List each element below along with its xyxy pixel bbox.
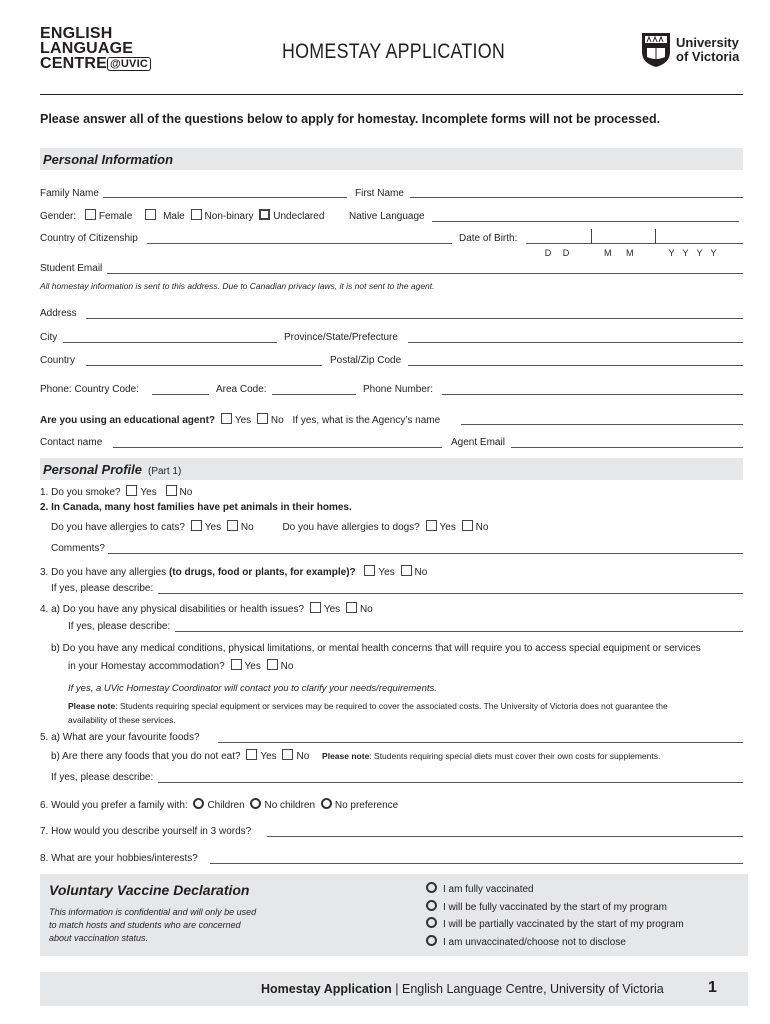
no-children-radio[interactable] bbox=[250, 798, 261, 809]
male-checkbox[interactable] bbox=[145, 209, 156, 220]
dob-field[interactable] bbox=[526, 243, 743, 244]
q5-describe-label: If yes, please describe: bbox=[51, 772, 154, 783]
q6-row bbox=[40, 798, 398, 812]
vaccine-radio-1[interactable] bbox=[426, 882, 437, 893]
email-note: All homestay information is sent to this address. Due to Canadian privacy laws, it is not sent to the agent. bbox=[40, 281, 435, 291]
no-preference-label: No preference bbox=[334, 800, 399, 811]
disability-no-label: No bbox=[359, 604, 373, 615]
native-language-field[interactable] bbox=[432, 221, 739, 222]
q4a-describe-field[interactable] bbox=[175, 631, 743, 632]
uvic-wordmark bbox=[676, 36, 739, 64]
agent-email-field[interactable] bbox=[511, 447, 743, 448]
area-code-label: Area Code: bbox=[216, 384, 267, 395]
citizenship-label: Country of Citizenship bbox=[40, 233, 138, 244]
foods-no-checkbox[interactable] bbox=[282, 749, 293, 760]
allergies-no-checkbox[interactable] bbox=[401, 565, 412, 576]
city-field[interactable] bbox=[63, 342, 277, 343]
postal-label: Postal/Zip Code bbox=[330, 355, 402, 366]
dob-divider-1 bbox=[591, 229, 592, 244]
city-label: City bbox=[40, 332, 58, 343]
q4-note-bold: Please note bbox=[68, 701, 116, 711]
vaccine-options bbox=[423, 881, 684, 951]
undeclared-label: Undeclared bbox=[273, 211, 325, 222]
area-code-field[interactable] bbox=[272, 394, 356, 395]
gender-label: Gender: bbox=[40, 211, 77, 222]
dob-y1: Y bbox=[668, 248, 675, 258]
agent-no-checkbox[interactable] bbox=[257, 413, 268, 424]
male-label: Male bbox=[163, 211, 185, 222]
logo-line-2: LANGUAGE bbox=[40, 40, 134, 57]
q8-field[interactable] bbox=[210, 863, 743, 864]
family-name-label: Family Name bbox=[40, 188, 99, 199]
vaccine-option-label-1: I am fully vaccinated bbox=[443, 884, 534, 895]
logo-line-1: ENGLISH bbox=[40, 25, 113, 42]
q5-note-bold: Please note bbox=[322, 751, 370, 761]
allergies-yes-label: Yes bbox=[378, 567, 395, 578]
smoke-no-label: No bbox=[179, 487, 193, 498]
q4-note-line-1 bbox=[68, 700, 668, 712]
disability-no-checkbox[interactable] bbox=[346, 602, 357, 613]
disability-yes-label: Yes bbox=[323, 604, 341, 615]
logo-uvic-tag: @UVIC bbox=[107, 57, 151, 71]
phone-number-field[interactable] bbox=[442, 394, 743, 395]
citizenship-field[interactable] bbox=[147, 243, 452, 244]
header-rule bbox=[40, 94, 743, 95]
first-name-label: First Name bbox=[355, 188, 404, 199]
dogs-yes-label: Yes bbox=[439, 522, 456, 533]
allergies-yes-checkbox[interactable] bbox=[364, 565, 375, 576]
children-label: Children bbox=[207, 800, 245, 811]
cats-no-checkbox[interactable] bbox=[227, 520, 238, 531]
vaccine-note-1: This information is confidential and will only be used bbox=[49, 907, 257, 917]
agent-question: Are you using an educational agent? bbox=[40, 415, 216, 426]
no-preference-radio[interactable] bbox=[321, 798, 332, 809]
q4a-label: 4. a) Do you have any physical disabilities or health issues? bbox=[40, 604, 305, 615]
q5-describe-field[interactable] bbox=[158, 782, 743, 783]
dob-format bbox=[541, 247, 721, 260]
personal-info-header bbox=[40, 148, 743, 170]
q4a-describe-label: If yes, please describe: bbox=[68, 621, 171, 632]
medical-no-label: No bbox=[280, 661, 294, 672]
allergies-no-label: No bbox=[414, 567, 428, 578]
student-email-label: Student Email bbox=[40, 263, 103, 274]
female-label: Female bbox=[98, 211, 133, 222]
no-children-label: No children bbox=[264, 800, 316, 811]
cats-yes-label: Yes bbox=[204, 522, 222, 533]
dogs-no-checkbox[interactable] bbox=[462, 520, 473, 531]
foods-yes-label: Yes bbox=[260, 751, 277, 762]
province-label: Province/State/Prefecture bbox=[284, 332, 398, 343]
address-label: Address bbox=[40, 308, 77, 319]
agent-yes-label: Yes bbox=[234, 415, 252, 426]
agent-no-label: No bbox=[270, 415, 284, 426]
q4b-label-2: in your Homestay accommodation? bbox=[68, 661, 225, 672]
q3-describe-label: If yes, please describe: bbox=[51, 583, 154, 594]
cats-no-label: No bbox=[240, 522, 254, 533]
gender-row bbox=[40, 209, 324, 223]
student-email-field[interactable] bbox=[107, 273, 743, 274]
vaccine-option[interactable] bbox=[423, 899, 684, 917]
comments-label: Comments? bbox=[51, 543, 105, 554]
medical-no-checkbox[interactable] bbox=[267, 659, 278, 670]
dob-d2: D bbox=[562, 248, 570, 258]
smoke-yes-checkbox[interactable] bbox=[126, 485, 137, 496]
phone-country-code-label: Phone: Country Code: bbox=[40, 384, 139, 395]
uvic-line-2: of Victoria bbox=[676, 49, 740, 64]
nonbinary-label: Non-binary bbox=[204, 211, 254, 222]
postal-field[interactable] bbox=[408, 365, 743, 366]
footer-bold: Homestay Application bbox=[261, 982, 392, 996]
agency-name-label: If yes, what is the Agency’s name bbox=[292, 415, 441, 426]
dob-y4: Y bbox=[710, 248, 717, 258]
disability-yes-checkbox[interactable] bbox=[310, 602, 321, 613]
smoke-no-checkbox[interactable] bbox=[166, 485, 177, 496]
female-checkbox[interactable] bbox=[85, 209, 96, 220]
vaccine-note bbox=[49, 906, 256, 945]
family-name-field[interactable] bbox=[103, 197, 347, 198]
vaccine-option-label-2: I will be fully vaccinated by the start of my program bbox=[443, 901, 667, 913]
vaccine-option-label-3: I will be partially vaccinated by the start of my program bbox=[443, 919, 684, 930]
dogs-yes-checkbox[interactable] bbox=[426, 520, 437, 531]
vaccine-radio-2[interactable] bbox=[426, 900, 437, 911]
logo-line-3: CENTRE bbox=[40, 55, 107, 72]
country-field[interactable] bbox=[86, 365, 322, 366]
q8-label: 8. What are your hobbies/interests? bbox=[40, 853, 198, 864]
contact-name-field[interactable] bbox=[113, 447, 442, 448]
dob-m1: M bbox=[604, 248, 612, 258]
q3-label-bold: (to drugs, food or plants, for example)? bbox=[168, 567, 356, 578]
q4-note-text-1: : Students requiring special equipment or services may be required to cover the associated costs. The University of Victoria does not guarantee the bbox=[115, 701, 668, 711]
intro-text: Please answer all of the questions below to apply for homestay. Incomplete forms will not be processed. bbox=[40, 112, 661, 126]
native-language-label: Native Language bbox=[349, 211, 425, 222]
foods-yes-checkbox[interactable] bbox=[246, 749, 257, 760]
q3-row bbox=[40, 565, 427, 579]
elc-logo bbox=[40, 26, 151, 71]
footer-text bbox=[261, 982, 664, 996]
q3-label: 3. Do you have any allergies bbox=[40, 567, 169, 578]
address-field[interactable] bbox=[86, 318, 743, 319]
personal-profile-title: Personal Profile bbox=[43, 462, 142, 477]
vaccine-radio-4[interactable] bbox=[426, 935, 437, 946]
q7-field[interactable] bbox=[267, 836, 743, 837]
vaccine-option[interactable] bbox=[423, 881, 684, 899]
q1-row bbox=[40, 485, 192, 499]
dob-y3: Y bbox=[696, 248, 703, 258]
vaccine-note-3: about vaccination status. bbox=[49, 933, 149, 943]
vaccine-radio-3[interactable] bbox=[426, 917, 437, 928]
vaccine-note-2: to match hosts and students who are concerned bbox=[49, 920, 241, 930]
comments-field[interactable] bbox=[108, 553, 743, 554]
page-number: 1 bbox=[708, 979, 717, 996]
children-radio[interactable] bbox=[193, 798, 204, 809]
vaccine-option-label-4: I am unvaccinated/choose not to disclose bbox=[443, 936, 626, 948]
q2-label: 2. In Canada, many host families have pet animals in their homes. bbox=[40, 502, 352, 513]
q5a-field[interactable] bbox=[218, 742, 743, 743]
medical-yes-label: Yes bbox=[244, 661, 261, 672]
dogs-label: Do you have allergies to dogs? bbox=[282, 522, 420, 533]
contact-name-label: Contact name bbox=[40, 437, 103, 448]
personal-profile-part: (Part 1) bbox=[147, 466, 182, 477]
dogs-no-label: No bbox=[475, 522, 489, 533]
q1-label: 1. Do you smoke? bbox=[40, 487, 121, 498]
vaccine-option[interactable] bbox=[423, 916, 684, 934]
dob-y2: Y bbox=[682, 248, 689, 258]
q4a-row bbox=[40, 602, 373, 616]
country-label: Country bbox=[40, 355, 76, 366]
smoke-yes-label: Yes bbox=[140, 487, 157, 498]
q5b-row bbox=[51, 749, 660, 763]
nonbinary-checkbox[interactable] bbox=[191, 209, 202, 220]
dob-label: Date of Birth: bbox=[459, 233, 518, 244]
q5b-label: b) Are there any foods that you do not eat? bbox=[51, 751, 241, 762]
q4b-row bbox=[68, 659, 293, 673]
agent-email-label: Agent Email bbox=[451, 437, 505, 448]
foods-no-label: No bbox=[296, 751, 310, 762]
q5-note-text: : Students requiring special diets must cover their own costs for supplements. bbox=[369, 751, 661, 761]
country-code-field[interactable] bbox=[152, 394, 209, 395]
uvic-crest-icon bbox=[641, 32, 671, 68]
q4b-label-1: b) Do you have any medical conditions, physical limitations, or mental health concerns that will require you to access special equipment or services bbox=[51, 643, 701, 654]
q3-describe-field[interactable] bbox=[158, 593, 743, 594]
q4-note-line-2: availability of these services. bbox=[68, 715, 176, 725]
dob-m2: M bbox=[626, 248, 634, 258]
q5a-label: 5. a) What are your favourite foods? bbox=[40, 732, 200, 743]
personal-profile-header bbox=[40, 458, 743, 480]
first-name-field[interactable] bbox=[410, 197, 743, 198]
dob-d1: D bbox=[544, 248, 552, 258]
personal-info-title: Personal Information bbox=[43, 152, 174, 167]
vaccine-title: Voluntary Vaccine Declaration bbox=[49, 882, 250, 898]
phone-number-label: Phone Number: bbox=[363, 384, 434, 395]
agent-row bbox=[40, 413, 440, 427]
medical-yes-checkbox[interactable] bbox=[231, 659, 242, 670]
page-title: HOMESTAY APPLICATION bbox=[282, 40, 505, 63]
agent-yes-checkbox[interactable] bbox=[221, 413, 232, 424]
agency-name-field[interactable] bbox=[461, 424, 743, 425]
q6-label: 6. Would you prefer a family with: bbox=[40, 800, 188, 811]
q7-label: 7. How would you describe yourself in 3 words? bbox=[40, 826, 252, 837]
province-field[interactable] bbox=[408, 342, 743, 343]
uvic-line-1: University bbox=[676, 35, 739, 50]
vaccine-option[interactable] bbox=[423, 934, 684, 952]
q4-italic-note: If yes, a UVic Homestay Coordinator will contact you to clarify your needs/requirements. bbox=[68, 683, 437, 694]
dob-divider-2 bbox=[655, 229, 656, 244]
cats-yes-checkbox[interactable] bbox=[191, 520, 202, 531]
cats-label: Do you have allergies to cats? bbox=[51, 522, 185, 533]
footer-rest: | English Language Centre, University of Victoria bbox=[391, 982, 664, 996]
undeclared-checkbox[interactable] bbox=[259, 209, 270, 220]
pets-row bbox=[51, 520, 488, 534]
